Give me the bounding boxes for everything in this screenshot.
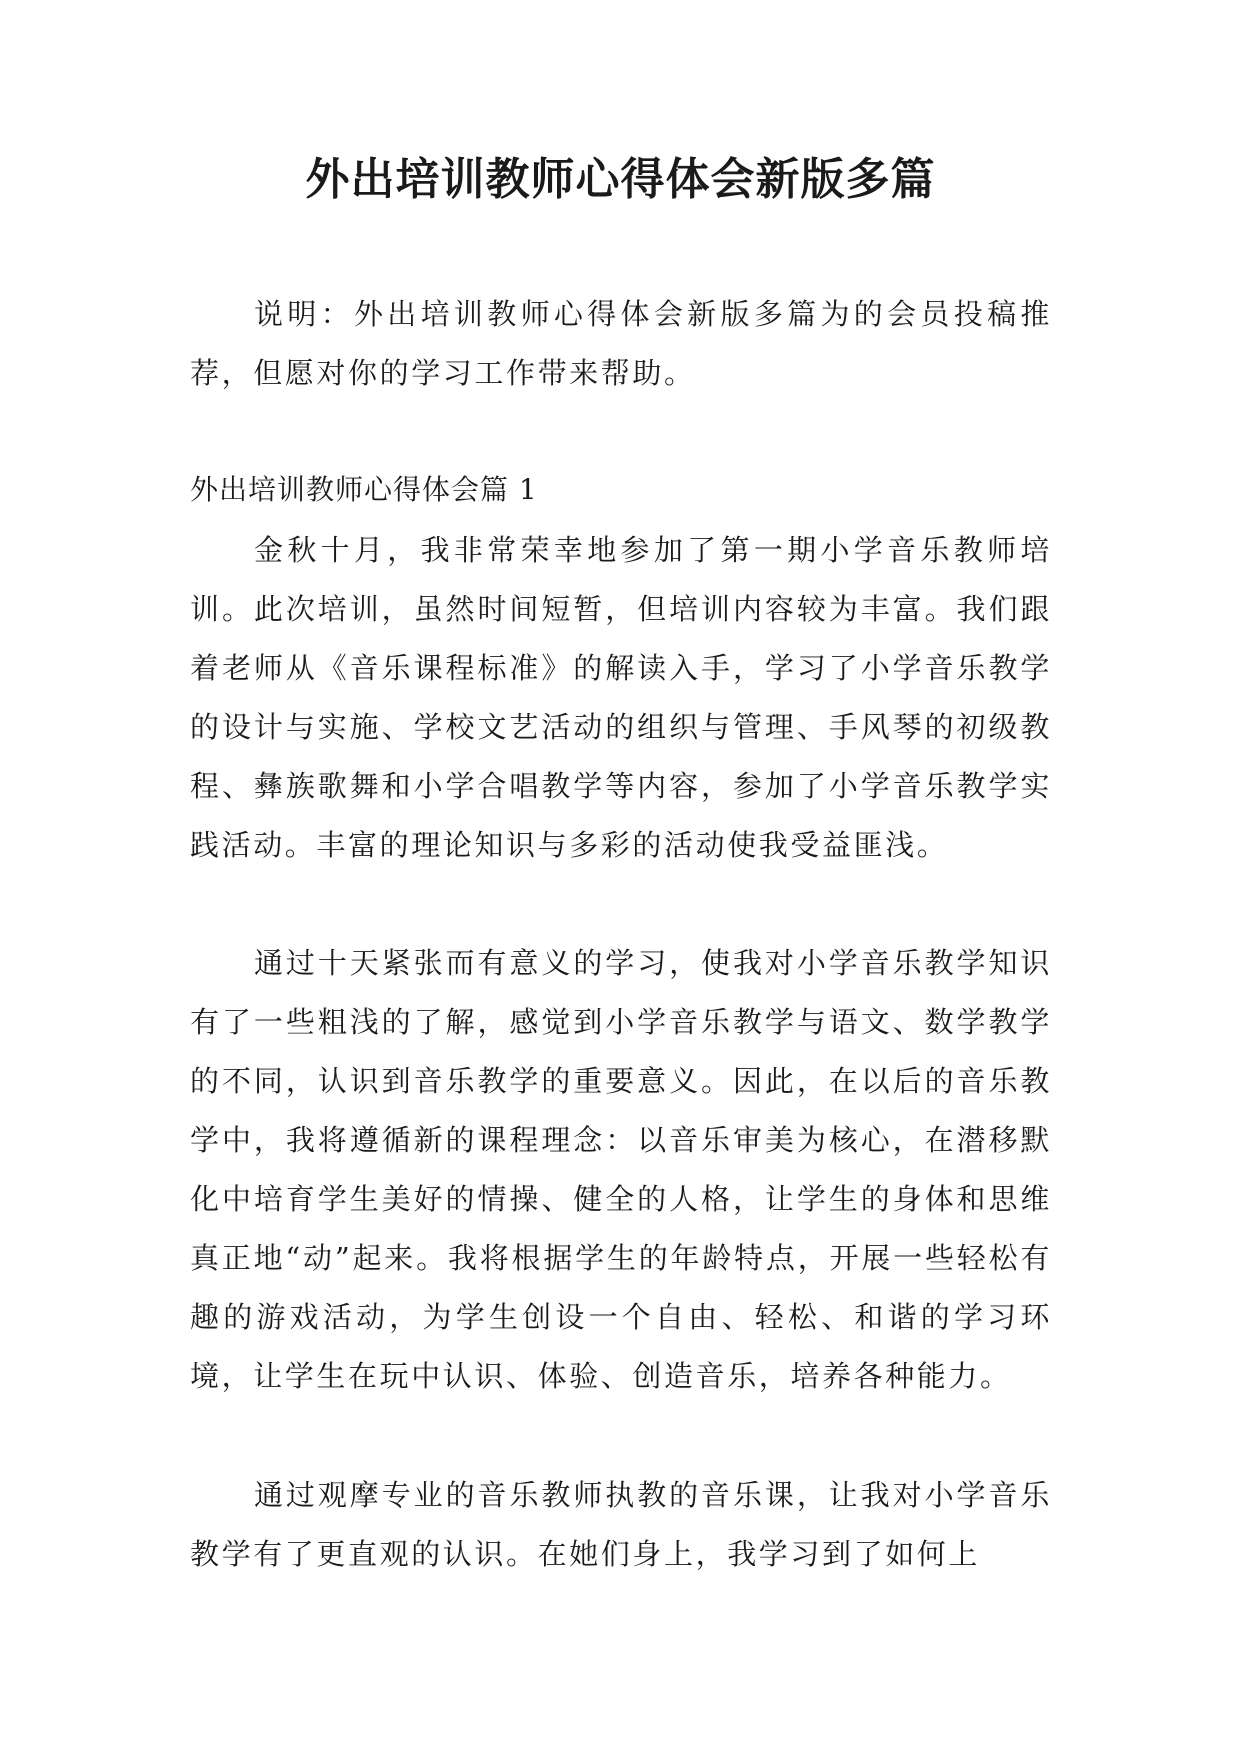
document-title: 外出培训教师心得体会新版多篇	[305, 154, 936, 205]
paragraph-2: 通过十天紧张而有意义的学习，使我对小学音乐教学知识有了一些粗浅的了解，感觉到小学音乐教学与语文、数学教学的不同，认识到音乐教学的重要意义。因此，在以后的音乐教学中，我将遵循新的课程理念：以音乐审美为核心，在潜移默化中培育学生美好的情操、健全的人格，让学生的身体和思维真正地“动”起来。我将根据学生的年龄特点，开展一些轻松有趣的游戏活动，为学生创设一个自由、轻松、和谐的学习环境，让学生在玩中认识、体验、创造音乐，培养各种能力。	[190, 946, 1052, 1393]
intro-paragraph: 说明：外出培训教师心得体会新版多篇为的会员投稿推荐，但愿对你的学习工作带来帮助。	[190, 297, 1052, 390]
paragraph-3: 通过观摩专业的音乐教师执教的音乐课，让我对小学音乐教学有了更直观的认识。在她们身上，我学习到了如何上	[190, 1478, 1052, 1571]
section-heading: 外出培训教师心得体会篇 1	[190, 473, 538, 506]
paragraph-1: 金秋十月，我非常荣幸地参加了第一期小学音乐教师培训。此次培训，虽然时间短暂，但培训内容较为丰富。我们跟着老师从《音乐课程标准》的解读入手，学习了小学音乐教学的设计与实施、学校文艺活动的组织与管理、手风琴的初级教程、彝族歌舞和小学合唱教学等内容，参加了小学音乐教学实践活动。丰富的理论知识与多彩的活动使我受益匪浅。	[190, 533, 1052, 862]
